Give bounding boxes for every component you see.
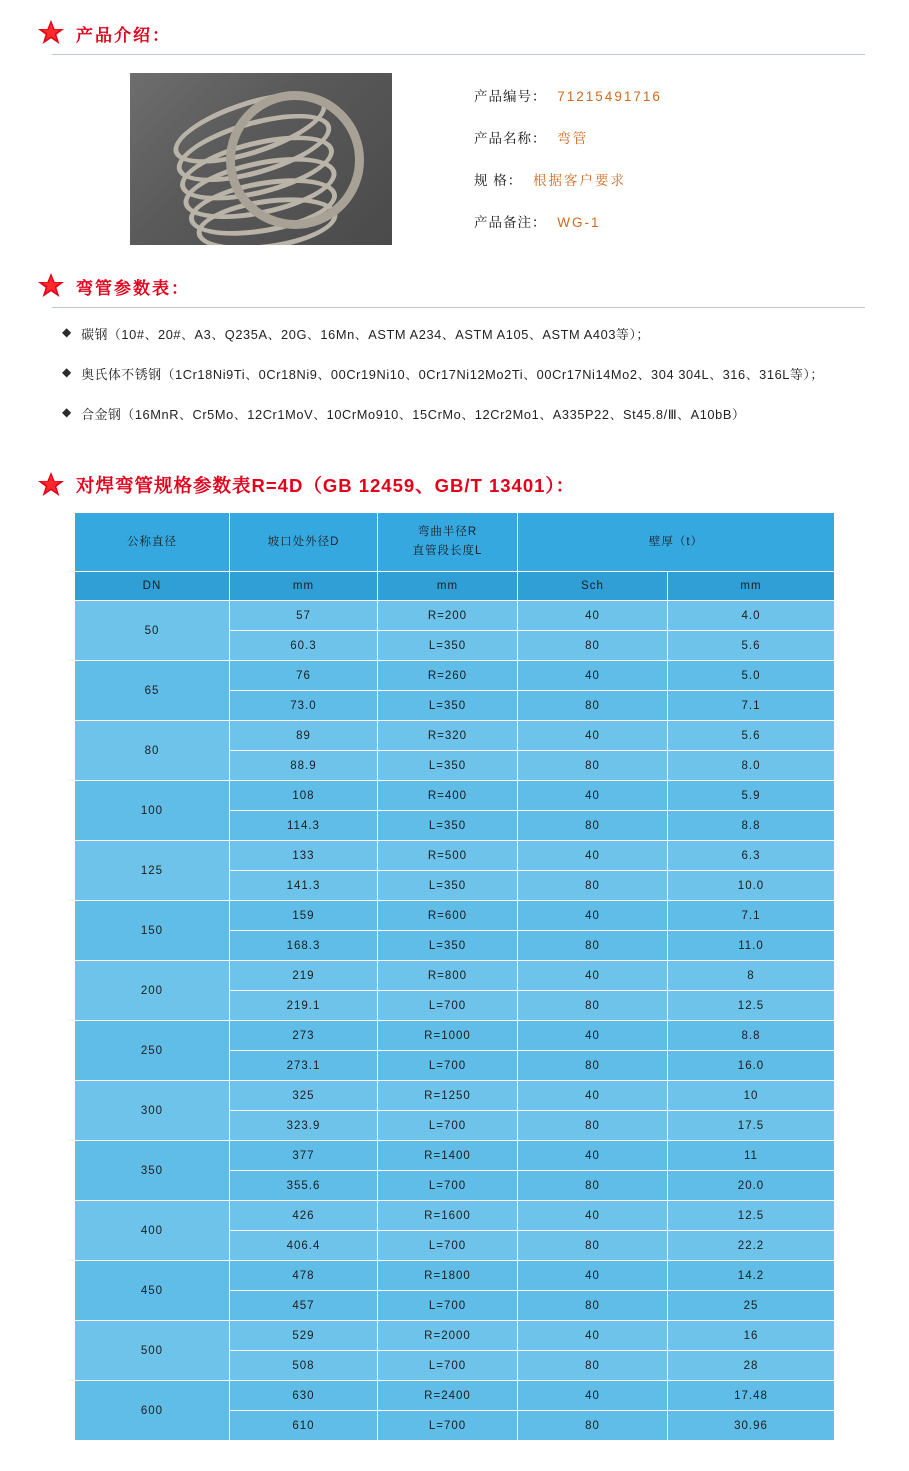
cell-sch1: 40 (517, 1081, 667, 1111)
cell-r: R=260 (377, 661, 517, 691)
cell-r: R=200 (377, 601, 517, 631)
cell-d2: 273.1 (229, 1051, 377, 1081)
cell-dn: 500 (74, 1321, 229, 1381)
cell-sch2: 80 (517, 1291, 667, 1321)
cell-sch1: 40 (517, 961, 667, 991)
col-header-outer-diameter: 坡口处外径D (229, 513, 377, 572)
cell-l: L=700 (377, 1051, 517, 1081)
cell-d1: 219 (229, 961, 377, 991)
cell-d2: 60.3 (229, 631, 377, 661)
cell-t1: 5.0 (667, 661, 834, 691)
cell-sch1: 40 (517, 1021, 667, 1051)
cell-d2: 610 (229, 1411, 377, 1441)
product-spec-value: 根据客户要求 (533, 173, 627, 188)
table-row (74, 1261, 834, 1291)
col-header-wall-thickness: 壁厚（t） (517, 513, 834, 572)
diamond-bullet-icon: ◆ (62, 325, 72, 339)
cell-t1: 7.1 (667, 901, 834, 931)
table-row (74, 1021, 834, 1051)
cell-sch2: 80 (517, 1111, 667, 1141)
cell-sch2: 80 (517, 1051, 667, 1081)
cell-dn: 450 (74, 1261, 229, 1321)
cell-d2: 323.9 (229, 1111, 377, 1141)
cell-t1: 10 (667, 1081, 834, 1111)
material-list (0, 308, 909, 452)
spec-table-wrapper (0, 500, 909, 1471)
cell-l: L=700 (377, 1411, 517, 1441)
cell-t1: 11 (667, 1141, 834, 1171)
star-icon (36, 470, 66, 500)
col-header-bend-radius-line1: 弯曲半径R (417, 526, 478, 538)
product-name-label: 产品名称： (474, 131, 547, 146)
cell-d1: 377 (229, 1141, 377, 1171)
cell-d1: 478 (229, 1261, 377, 1291)
cell-dn: 350 (74, 1141, 229, 1201)
product-info-list (474, 73, 662, 253)
cell-d2: 88.9 (229, 751, 377, 781)
section-title-params: 弯管参数表： (76, 278, 190, 298)
cell-sch1: 40 (517, 901, 667, 931)
unit-header-mm-d: mm (229, 572, 377, 601)
cell-t2: 22.2 (667, 1231, 834, 1261)
cell-r: R=500 (377, 841, 517, 871)
page-title: 产品介绍： (76, 25, 171, 45)
cell-dn: 65 (74, 661, 229, 721)
table-row (74, 961, 834, 991)
cell-l: L=350 (377, 631, 517, 661)
section-header-spec (0, 470, 909, 500)
cell-dn: 80 (74, 721, 229, 781)
cell-l: L=700 (377, 1111, 517, 1141)
cell-r: R=1000 (377, 1021, 517, 1051)
cell-r: R=1400 (377, 1141, 517, 1171)
product-info-row (474, 211, 662, 231)
cell-t2: 11.0 (667, 931, 834, 961)
cell-d2: 141.3 (229, 871, 377, 901)
cell-t2: 5.6 (667, 631, 834, 661)
cell-dn: 125 (74, 841, 229, 901)
cell-t1: 5.9 (667, 781, 834, 811)
cell-l: L=350 (377, 871, 517, 901)
cell-r: R=600 (377, 901, 517, 931)
cell-t1: 4.0 (667, 601, 834, 631)
cell-sch2: 80 (517, 631, 667, 661)
cell-r: R=2400 (377, 1381, 517, 1411)
cell-sch2: 80 (517, 1231, 667, 1261)
cell-d2: 457 (229, 1291, 377, 1321)
cell-l: L=700 (377, 1171, 517, 1201)
star-icon (36, 18, 66, 48)
product-spec-label: 规 格： (474, 173, 523, 188)
cell-t2: 28 (667, 1351, 834, 1381)
spec-table (74, 512, 835, 1441)
unit-header-sch: Sch (517, 572, 667, 601)
list-item (62, 362, 865, 388)
cell-t2: 20.0 (667, 1171, 834, 1201)
product-info-row (474, 127, 662, 147)
cell-t1: 5.6 (667, 721, 834, 751)
cell-d1: 57 (229, 601, 377, 631)
cell-d1: 273 (229, 1021, 377, 1051)
cell-t2: 17.5 (667, 1111, 834, 1141)
cell-t1: 8.8 (667, 1021, 834, 1051)
cell-l: L=700 (377, 991, 517, 1021)
cell-sch2: 80 (517, 871, 667, 901)
cell-l: L=700 (377, 1351, 517, 1381)
material-carbon-steel: 碳钢（10#、20#、A3、Q235A、20G、16Mn、ASTM A234、ASTM A105、ASTM A403等）； (81, 327, 650, 342)
cell-r: R=800 (377, 961, 517, 991)
diamond-bullet-icon: ◆ (62, 405, 72, 419)
cell-t2: 7.1 (667, 691, 834, 721)
cell-d1: 426 (229, 1201, 377, 1231)
col-header-nominal-diameter: 公称直径 (74, 513, 229, 572)
cell-sch2: 80 (517, 691, 667, 721)
table-row (74, 1201, 834, 1231)
cell-t2: 8.0 (667, 751, 834, 781)
unit-header-dn: DN (74, 572, 229, 601)
product-id-value: 71215491716 (557, 89, 662, 104)
cell-r: R=1250 (377, 1081, 517, 1111)
cell-sch1: 40 (517, 721, 667, 751)
table-header-row-1 (74, 513, 834, 572)
table-row (74, 1321, 834, 1351)
cell-r: R=2000 (377, 1321, 517, 1351)
cell-d1: 630 (229, 1381, 377, 1411)
cell-dn: 600 (74, 1381, 229, 1441)
cell-d2: 73.0 (229, 691, 377, 721)
table-row (74, 841, 834, 871)
product-photo (130, 73, 392, 245)
table-header-row-2 (74, 572, 834, 601)
product-remark-label: 产品备注： (474, 215, 547, 230)
cell-d1: 76 (229, 661, 377, 691)
cell-d1: 89 (229, 721, 377, 751)
cell-sch1: 40 (517, 1201, 667, 1231)
cell-t2: 12.5 (667, 991, 834, 1021)
cell-l: L=700 (377, 1291, 517, 1321)
cell-r: R=1800 (377, 1261, 517, 1291)
cell-sch1: 40 (517, 781, 667, 811)
cell-t1: 14.2 (667, 1261, 834, 1291)
cell-dn: 250 (74, 1021, 229, 1081)
cell-sch1: 40 (517, 841, 667, 871)
cell-t2: 30.96 (667, 1411, 834, 1441)
cell-d2: 406.4 (229, 1231, 377, 1261)
unit-header-mm-r: mm (377, 572, 517, 601)
cell-d1: 325 (229, 1081, 377, 1111)
cell-dn: 300 (74, 1081, 229, 1141)
cell-t2: 8.8 (667, 811, 834, 841)
list-item (62, 322, 865, 348)
cell-sch2: 80 (517, 931, 667, 961)
star-icon (36, 271, 66, 301)
cell-sch1: 40 (517, 601, 667, 631)
section-header-params (0, 271, 909, 301)
cell-d2: 219.1 (229, 991, 377, 1021)
cell-t1: 8 (667, 961, 834, 991)
table-row (74, 1081, 834, 1111)
cell-dn: 50 (74, 601, 229, 661)
material-alloy-steel: 合金钢（16MnR、Cr5Mo、12Cr1MoV、10CrMo910、15CrMo、12Cr2Mo1、A335P22、St45.8/Ⅲ、A10bB） (81, 407, 746, 422)
cell-d1: 529 (229, 1321, 377, 1351)
cell-sch2: 80 (517, 1351, 667, 1381)
diamond-bullet-icon: ◆ (62, 365, 72, 379)
table-row (74, 661, 834, 691)
cell-d1: 108 (229, 781, 377, 811)
col-header-bend-radius-line2: 直管段长度L (412, 545, 483, 557)
cell-sch1: 40 (517, 1141, 667, 1171)
table-row (74, 901, 834, 931)
cell-sch2: 80 (517, 811, 667, 841)
cell-dn: 150 (74, 901, 229, 961)
cell-dn: 200 (74, 961, 229, 1021)
cell-t1: 6.3 (667, 841, 834, 871)
cell-d2: 355.6 (229, 1171, 377, 1201)
product-remark-value: WG-1 (557, 215, 601, 230)
document-page (0, 18, 909, 1471)
cell-sch1: 40 (517, 1321, 667, 1351)
cell-t2: 16.0 (667, 1051, 834, 1081)
cell-sch1: 40 (517, 1381, 667, 1411)
product-info-row (474, 85, 662, 105)
cell-t1: 17.48 (667, 1381, 834, 1411)
cell-l: L=350 (377, 691, 517, 721)
section-header-intro (0, 18, 909, 48)
list-item (62, 402, 865, 428)
cell-l: L=350 (377, 751, 517, 781)
cell-sch1: 40 (517, 661, 667, 691)
cell-dn: 100 (74, 781, 229, 841)
cell-sch2: 80 (517, 1411, 667, 1441)
cell-d2: 114.3 (229, 811, 377, 841)
cell-r: R=320 (377, 721, 517, 751)
product-info-row (474, 169, 662, 189)
product-id-label: 产品编号： (474, 89, 547, 104)
cell-r: R=1600 (377, 1201, 517, 1231)
cell-sch2: 80 (517, 751, 667, 781)
cell-d2: 168.3 (229, 931, 377, 961)
cell-l: L=700 (377, 1231, 517, 1261)
cell-t1: 16 (667, 1321, 834, 1351)
product-intro-block (0, 55, 909, 253)
material-stainless-steel: 奥氏体不锈钢（1Cr18Ni9Ti、0Cr18Ni9、00Cr19Ni10、0Cr17Ni12Mo2Ti、00Cr17Ni14Mo2、304 304L、316、316L等）； (81, 367, 824, 382)
cell-r: R=400 (377, 781, 517, 811)
cell-t1: 12.5 (667, 1201, 834, 1231)
table-row (74, 781, 834, 811)
cell-l: L=350 (377, 811, 517, 841)
unit-header-mm-t: mm (667, 572, 834, 601)
cell-l: L=350 (377, 931, 517, 961)
cell-d2: 508 (229, 1351, 377, 1381)
cell-sch2: 80 (517, 1171, 667, 1201)
cell-d1: 159 (229, 901, 377, 931)
section-title-spec: 对焊弯管规格参数表R=4D（GB 12459、GB/T 13401）： (76, 475, 576, 496)
cell-dn: 400 (74, 1201, 229, 1261)
cell-t2: 25 (667, 1291, 834, 1321)
col-header-bend-radius (377, 513, 517, 572)
table-row (74, 601, 834, 631)
product-name-value: 弯管 (557, 131, 589, 146)
cell-sch2: 80 (517, 991, 667, 1021)
cell-sch1: 40 (517, 1261, 667, 1291)
table-row (74, 1141, 834, 1171)
cell-d1: 133 (229, 841, 377, 871)
table-row (74, 721, 834, 751)
cell-t2: 10.0 (667, 871, 834, 901)
